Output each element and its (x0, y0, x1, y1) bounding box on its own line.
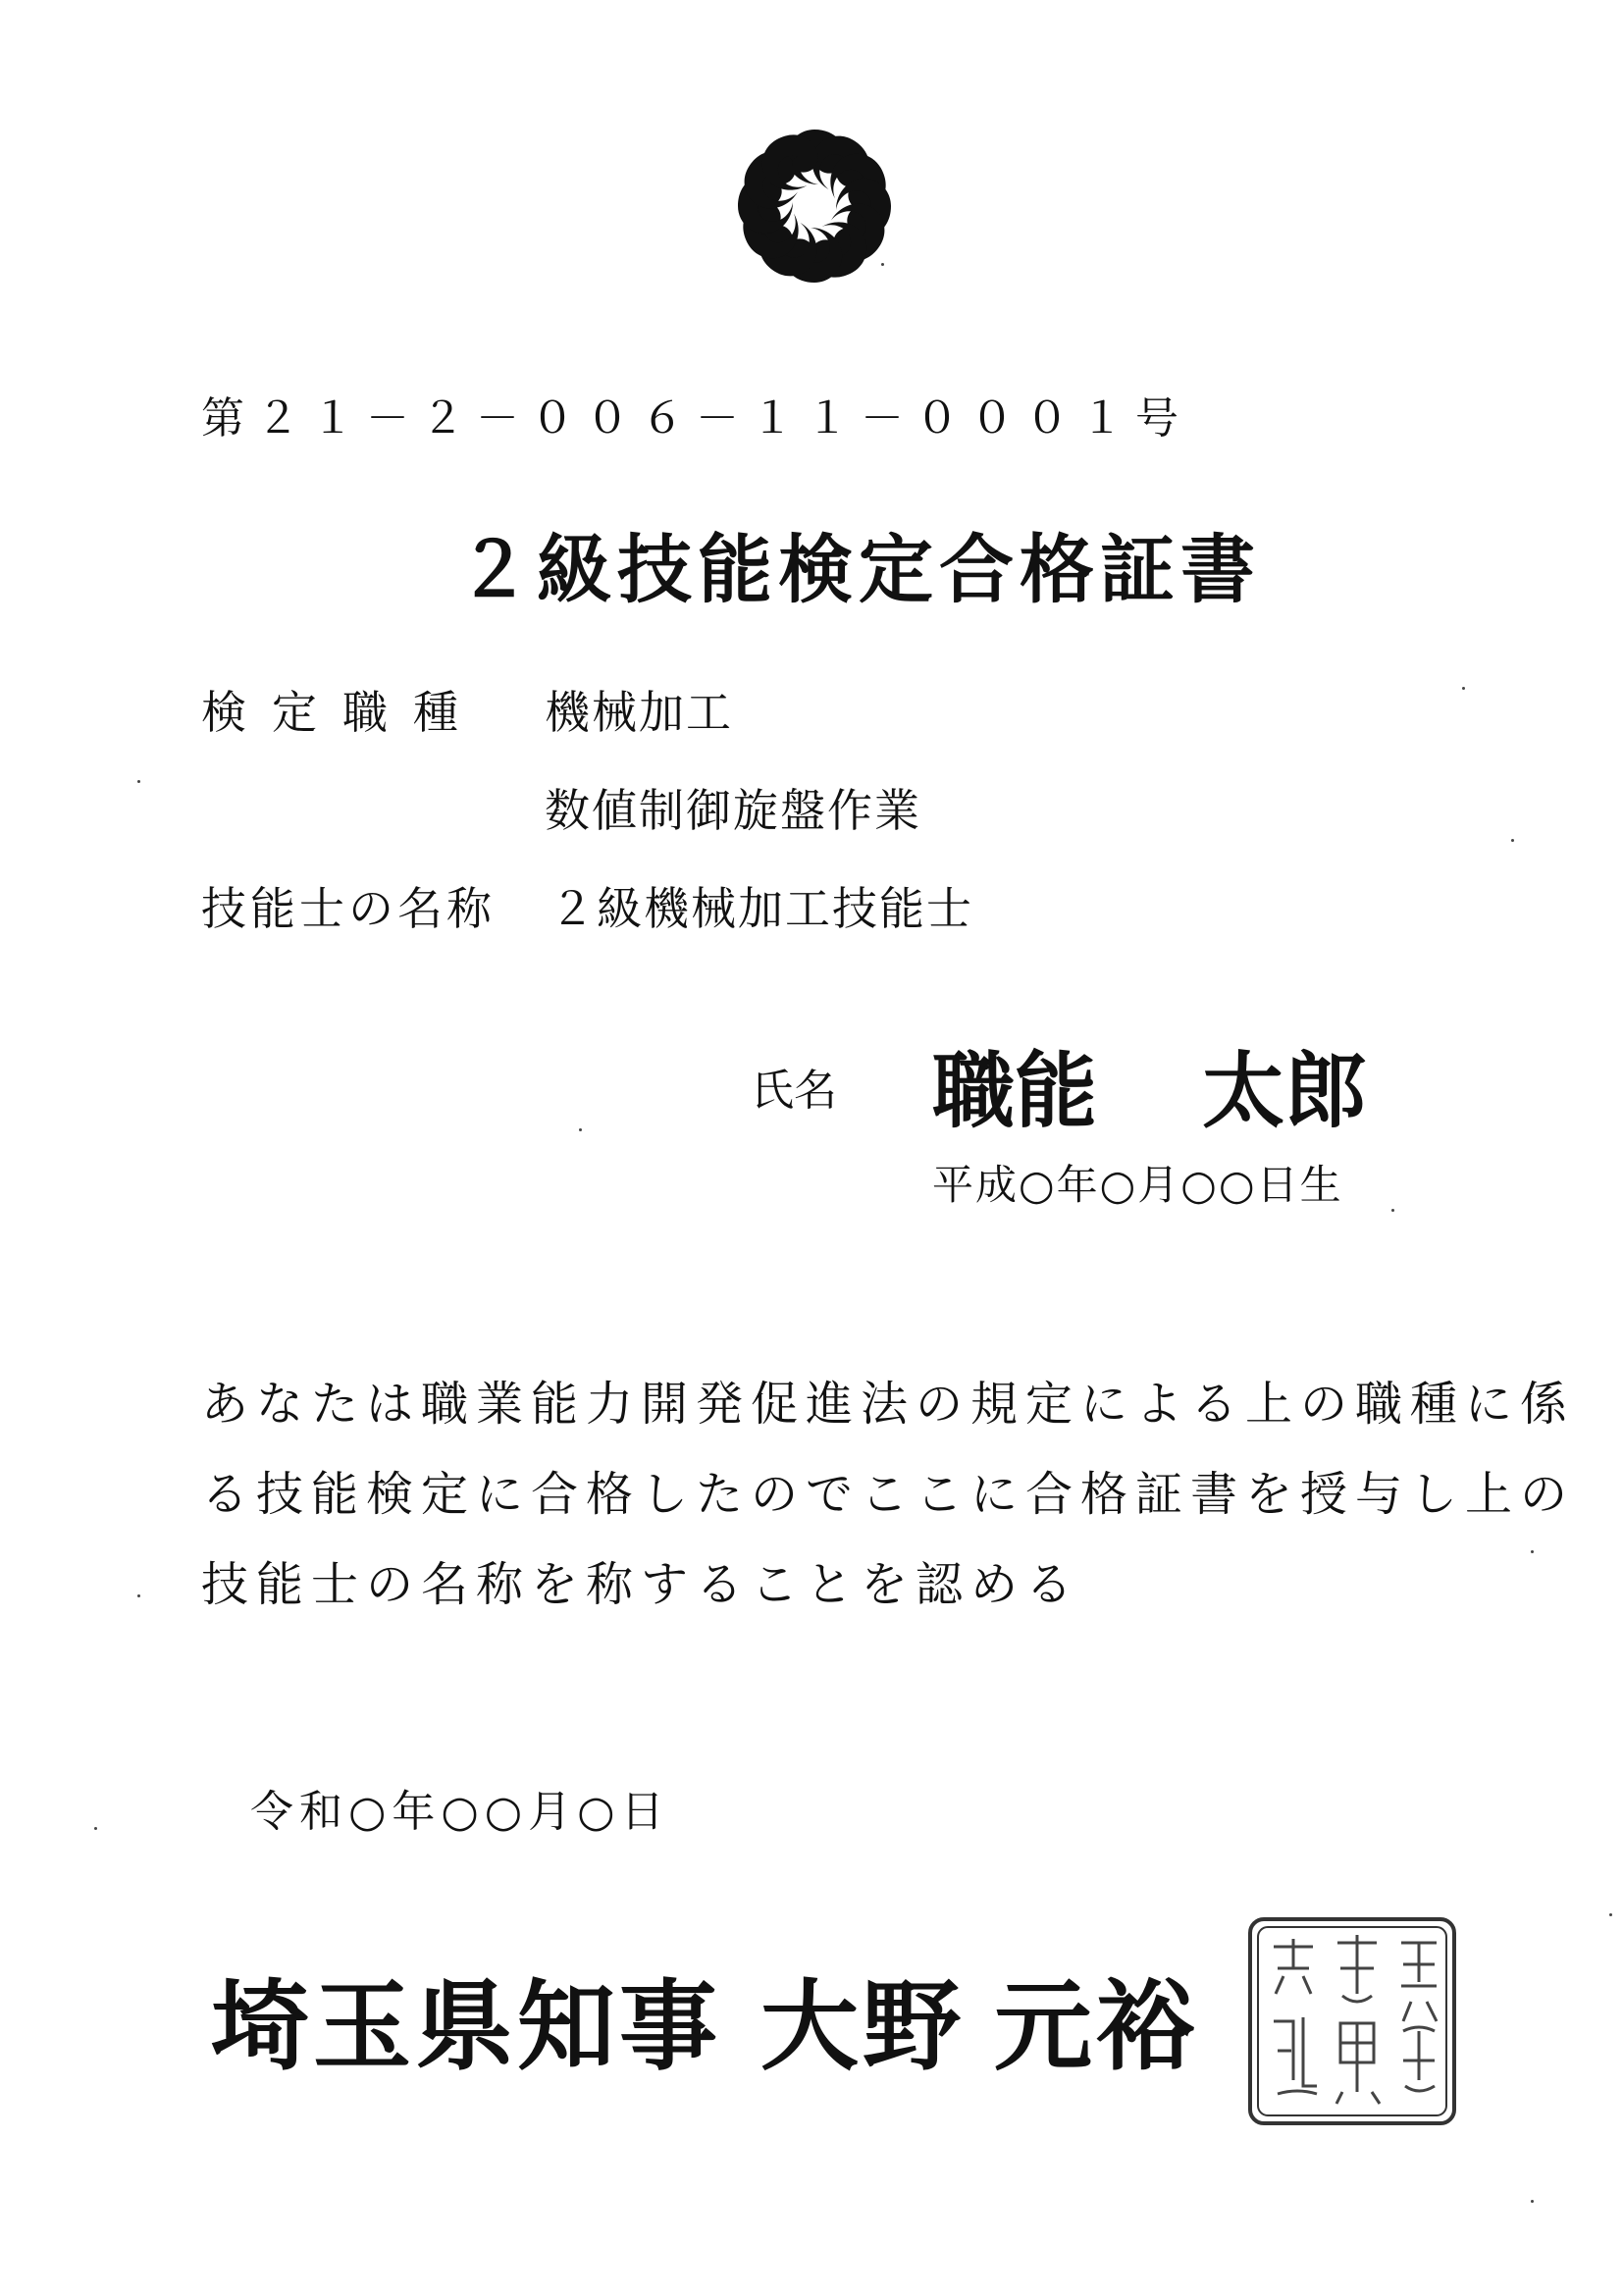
trade-row (201, 677, 484, 742)
scan-speck (94, 1827, 97, 1830)
certificate-number: 第２１－２－００６－１１－０００１号 (201, 393, 1190, 444)
scan-speck (579, 1128, 582, 1131)
scan-speck (881, 263, 884, 266)
birth-date: 平成○年○月○○日生 (932, 1161, 1343, 1209)
signature-given-name: 元裕 (994, 1969, 1198, 2084)
governor-signature (211, 1948, 1198, 2089)
issue-date: 令和○年○○月○日 (250, 1787, 670, 1837)
work-value: 数値制御旋盤作業 (545, 784, 921, 837)
trade-label: 検定職種 (201, 686, 484, 739)
scan-speck (137, 1594, 140, 1597)
holder-family-name: 職能 (932, 1042, 1098, 1139)
body-line: あなたは職業能力開発促進法の規定による上の職種に係 (201, 1377, 1576, 1432)
scan-speck (1462, 687, 1465, 690)
scan-speck (1391, 1209, 1394, 1212)
title-label: 技能士の名称 (201, 882, 496, 935)
scan-speck (1531, 2200, 1534, 2203)
scan-speck (1609, 1913, 1612, 1916)
prefecture-emblem-icon (687, 78, 942, 334)
name-label: 氏名 (751, 1066, 837, 1116)
scan-speck (1531, 1550, 1534, 1553)
body-line: 技能士の名称を称することを認める (201, 1557, 1081, 1612)
holder-given-name: 太郎 (1202, 1042, 1368, 1139)
trade-value: 機械加工 (545, 686, 733, 739)
certificate-body (201, 1359, 1576, 1630)
title-value: ２級機械加工技能士 (550, 882, 973, 935)
scan-speck (137, 780, 140, 783)
scan-speck (1511, 839, 1514, 842)
document-title: ２級技能検定合格証書 (456, 526, 1261, 613)
signature-family-name: 大野 (760, 1969, 965, 2084)
body-line: る技能検定に合格したのでここに合格証書を授与し上の (201, 1467, 1576, 1522)
official-seal-icon (1244, 1913, 1460, 2129)
signature-office: 埼玉県知事 (211, 1969, 721, 2084)
